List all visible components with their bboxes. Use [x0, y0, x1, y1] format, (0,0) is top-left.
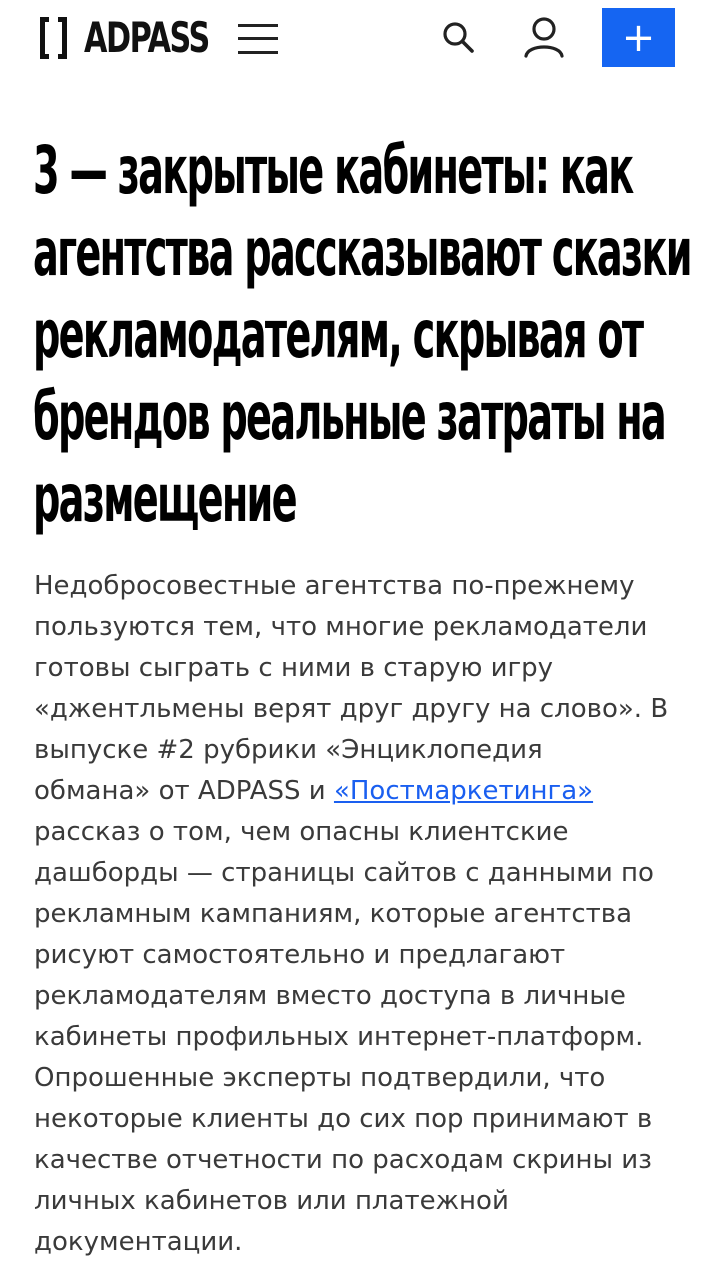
lead-line: «джентльмены верят друг другу на слово». В [34, 694, 669, 724]
lead-line: некоторые клиенты до сих пор принимают в [34, 1104, 653, 1134]
lead-line-text: обмана» от ADPASS и [34, 776, 334, 806]
hamburger-line [238, 51, 278, 54]
lead-line: кабинеты профильных интернет-платформ. [34, 1022, 644, 1052]
lead-line: документации. [34, 1227, 243, 1257]
lead-line-with-link [34, 771, 679, 812]
profile-button[interactable] [520, 14, 568, 62]
site-header [0, 0, 708, 78]
site-logo[interactable] [38, 14, 257, 62]
search-button[interactable] [438, 18, 478, 58]
title-line: 3 — закрытые кабинеты: как [33, 132, 633, 209]
add-button[interactable]: + [602, 8, 675, 67]
lead-line: выпуске #2 рубрики «Энциклопедия [34, 735, 543, 765]
lead-line: качестве отчетности по расходам скрины из [34, 1145, 652, 1175]
lead-line: рекламодателям вместо доступа в личные [34, 981, 626, 1011]
lead-line: личных кабинетов или платежной [34, 1186, 509, 1216]
lead-line: рассказ о том, чем опасны клиентские [34, 817, 569, 847]
title-line: размещение [33, 460, 296, 537]
hamburger-line [238, 37, 278, 40]
lead-line: пользуются тем, что многие рекламодатели [34, 612, 648, 642]
menu-button[interactable] [236, 20, 280, 58]
title-line: агентства рассказывают сказки [33, 214, 691, 291]
title-line: брендов реальные затраты на [33, 378, 666, 455]
lead-line: готовы сыграть с ними в старую игру [34, 653, 554, 683]
logo-text: ADPASS [84, 13, 209, 62]
logo-bracket-icon [38, 15, 80, 61]
search-icon [438, 18, 478, 58]
lead-line: Недобросовестные агентства по-прежнему [34, 571, 635, 601]
hamburger-menu-icon [238, 24, 278, 27]
user-icon [520, 14, 568, 62]
lead-line: дашборды — страницы сайтов с данными по [34, 858, 654, 888]
postmarketing-link[interactable]: «Постмаркетинга» [333, 776, 594, 806]
lead-line: Опрошенные эксперты подтвердили, что [34, 1063, 606, 1093]
lead-line: рисуют самостоятельно и предлагают [34, 940, 566, 970]
lead-line: рекламным кампаниям, которые агентства [34, 899, 633, 929]
article-lead [34, 566, 679, 1263]
title-line: рекламодателям, скрывая от [33, 296, 643, 373]
article-title [33, 130, 691, 540]
